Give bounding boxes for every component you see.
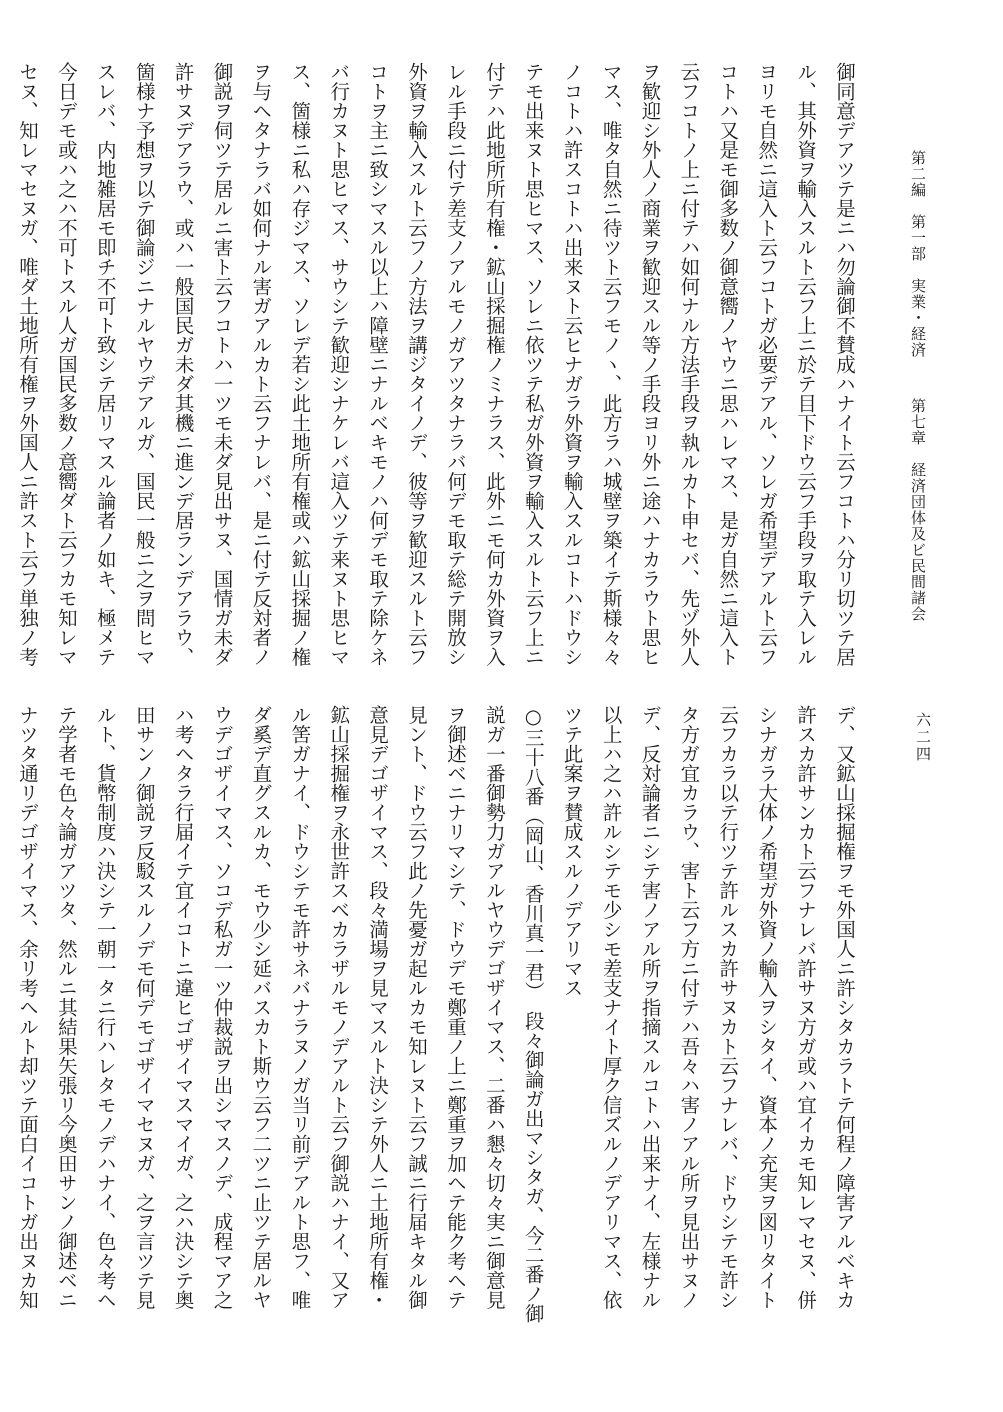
text-column: ル筈ガナイ、ドウシテモ許サネバナラヌノガ当リ前デアルト思フ、唯 <box>288 705 312 1310</box>
text-column: コトハ又是モ御多数ノ御意嚮ノヤウニ思ハレマス、是ガ自然ニ這入ト <box>716 62 740 667</box>
text-column: 見ント、ドウ云フ此ノ先憂ガ起ルカモ知レヌト云フ誠ニ行届キタル御 <box>405 705 429 1310</box>
page-number: 六二四 <box>914 712 932 763</box>
text-column: 許サヌデアラウ、或ハ一般国民ガ未ダ其機ニ進ンデ居ランデアラウ、 <box>171 62 195 667</box>
text-column: 以上ハ之ハ許ルシテモ少シモ差支ナイト厚ク信ズルノデアリマス、依 <box>599 705 623 1310</box>
text-column: ハ考ヘタラ行届イテ宜イコトニ違ヒゴザイマスマイガ、之ハ決シテ奥 <box>171 705 195 1310</box>
text-column: 付テハ此地所所有権・鉱山採掘権ノミナラス、此外ニモ何カ外資ヲ入 <box>482 62 506 667</box>
text-column: コトヲ主ニ致シマスル以上ハ障壁ニナルベキモノハ何デモ取テ除ケネ <box>366 62 390 667</box>
text-column: ノコトハ許スコトハ出来ヌト云ヒナガラ外資ヲ輸入スルコトハドウシ <box>560 62 584 667</box>
text-column: ヲ御述ベニナリマシテ、ドウデモ鄭重ノ上ニ鄭重ヲ加ヘテ能ク考ヘテ <box>443 705 467 1310</box>
text-column: セヌ、知レマセヌガ、唯ダ土地所有権ヲ外国人ニ許スト云フ単独ノ考 <box>15 62 39 667</box>
text-column: ○三十八番（岡山、香川真一君） 段々御論ガ出マシタガ、今二番ノ御 <box>521 705 545 1323</box>
text-column: 今日デモ或ハ之ハ不可トスル人ガ国民多数ノ意嚮ダト云フカモ知レマ <box>54 62 78 667</box>
text-column: ル、其外資ヲ輸入スルト云フ上ニ於テ目下ドウ云フ手段ヲ取テ入レル <box>794 62 818 667</box>
text-column: ダ奚デ直グスルカ、モウ少シ延バスカト斯ウ云フ二ツニ止ツテ居ルヤ <box>249 705 273 1310</box>
text-column: ウデゴザイマス、ソコデ私ガ一ツ仲裁説ヲ出シマスノデ、成程マア之 <box>210 705 234 1310</box>
text-column: ルト、貨幣制度ハ決シテ一朝一タニ行ハレタモノデハナイ、色々考ヘ <box>93 705 117 1310</box>
text-column: 許スカ許サンカト云フナレバ許サヌ方ガ或ハ宜イカモ知レマセヌ、併 <box>794 705 818 1310</box>
text-column: テ学者モ色々論ガアツタ、然ルニ其結果矢張リ今奥田サンノ御述ベニ <box>54 705 78 1310</box>
text-column: デ、反対論者ニシテ害ノアル所ヲ指摘スルコトハ出来ナイ、左様ナル <box>638 705 662 1310</box>
text-column: 云フコトノ上ニ付テハ如何ナル方法手段ヲ執ルカト申セバ、先ヅ外人 <box>677 62 701 667</box>
text-column: 説ガ一番御勢力ガアルヤウデゴザイマス、二番ハ懇々切々実ニ御意見 <box>482 705 506 1310</box>
text-column: シナガラ大体ノ希望ガ外資ノ輸入ヲシタイ、資本ノ充実ヲ図リタイト <box>755 705 779 1310</box>
text-column: タ方ガ宜カラウ、害ト云フ方ニ付テハ吾々ハ害ノアル所ヲ見出サヌノ <box>677 705 701 1310</box>
text-column: レル手段ニ付テ差支ノアルモノガアツタナラバ何デモ取テ総テ開放シ <box>443 62 467 667</box>
text-column: 外資ヲ輸入スルト云フノ方法ヲ講ジタイノデ、彼等ヲ歓迎スルト云フ <box>405 62 429 667</box>
text-column: 御同意デアツテ是ニハ勿論御不賛成ハナイト云フコトハ分リ切ツテ居 <box>833 62 856 667</box>
text-column: バ行カヌト思ヒマス、サウシテ歓迎シナケレバ這入ツテ来ヌト思ヒマ <box>327 62 351 667</box>
text-column: 箇様ナ予想ヲ以テ御論ジニナルヤウデアルガ、国民一般ニ之ヲ問ヒマ <box>132 62 156 667</box>
text-column: 意見デゴザイマス、段々満場ヲ見マスルト決シテ外人ニ土地所有権・ <box>366 705 390 1310</box>
text-column: 鉱山採掘権ヲ永世許スベカラザルモノデアルト云フ御説ハナイ、又ア <box>327 705 351 1310</box>
text-column: 云フカラ以テ行ツテ許ルスカ許サヌカト云フナレバ、ドウシテモ許シ <box>716 705 740 1310</box>
text-column: 田サンノ御説ヲ反駁スルノデモ何デモゴザイマセヌガ、之ヲ言ツテ見 <box>132 705 156 1310</box>
text-column: ヨリモ自然ニ這入ト云フコトガ必要デアル、ソレガ希望デアルト云フ <box>755 62 779 667</box>
text-column: テモ出来ヌト思ヒマス、ソレニ依ツテ私ガ外資ヲ輸入スルト云フ上ニ <box>521 62 545 667</box>
text-block-bottom <box>7 705 863 1323</box>
header-chapter: 第七章 経済団体及ビ民間諸会 <box>909 398 927 622</box>
text-column: デ、又鉱山採掘権ヲモ外国人ニ許シタカラトテ何程ノ障害アルベキカ <box>833 705 856 1310</box>
text-column: スレバ、内地雑居モ即チ不可ト致シテ居リマスル論者ノ如キ、極メテ <box>93 62 117 667</box>
text-column: マス、唯タ自然ニ待ツト云フモノヽ、此方ラハ城壁ヲ築イテ斯様々々 <box>599 62 623 667</box>
text-block-top <box>7 62 863 667</box>
text-column: ヲ与ヘタナラバ如何ナル害ガアルカト云フナレバ、是ニ付テ反対者ノ <box>249 62 273 667</box>
text-column: ヲ歓迎シ外人ノ商業ヲ歓迎スル等ノ手段ヨリ外ニ途ハナカラウト思ヒ <box>638 62 662 667</box>
text-column: ス、箇様ニ私ハ存ジマス、ソレデ若シ此土地所有権或ハ鉱山採掘ノ権 <box>288 62 312 667</box>
text-column: ナツタ通リデゴザイマス、余リ考ヘルト却ツテ面白イコトガ出ヌカ知 <box>15 705 39 1310</box>
running-header <box>908 150 938 670</box>
text-column: 御説ヲ伺ツテ居ルニ害ト云フコトハ一ツモ未ダ見出サヌ、国情ガ未ダ <box>210 62 234 667</box>
text-column: ツテ此案ヲ賛成スルノデアリマス <box>560 705 584 998</box>
header-part: 第二編 第一部 実業・経済 <box>909 150 927 358</box>
